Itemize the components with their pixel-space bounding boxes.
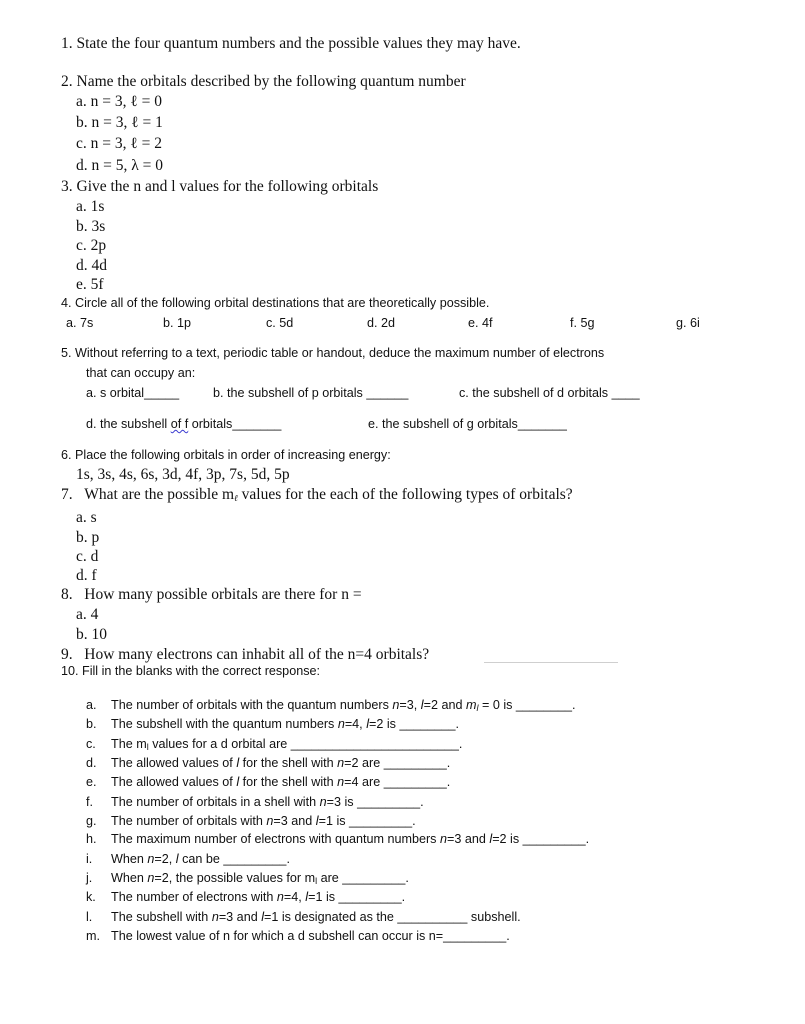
q10-letter-j: j. <box>86 871 93 885</box>
q10-item-l: The subshell with n=3 and l=1 is designated as the __________ subshell. <box>111 910 521 924</box>
q10-letter-i: i. <box>86 852 93 866</box>
q4-option-c: c. 5d <box>266 316 294 330</box>
q3-text: 3. Give the n and l values for the following orbitals <box>61 178 379 195</box>
q10-item-a: The number of orbitals with the quantum numbers n=3, l=2 and $m_l = 0$ is ________. <box>111 698 576 713</box>
q5-line1: 5. Without referring to a text, periodic table or handout, deduce the maximum number of electrons <box>61 346 605 360</box>
q2-item-b: b. n = 3, ℓ = 1 <box>76 114 163 131</box>
q2-item-a: a. n = 3, ℓ = 0 <box>76 93 163 110</box>
q5-line2: that can occupy an: <box>86 366 196 380</box>
q8-item-b: b. 10 <box>76 626 107 643</box>
q10-item-c: The $m_l$ values for a d orbital are ________________________. <box>111 737 463 752</box>
q2-item-c: c. n = 3, ℓ = 2 <box>76 135 163 152</box>
q5-part-e: e. the subshell of g orbitals_______ <box>368 417 567 431</box>
q7-item-a: a. s <box>76 509 97 526</box>
q10-letter-b: b. <box>86 717 97 731</box>
q6-list: 1s, 3s, 4s, 6s, 3d, 4f, 3p, 7s, 5d, 5p <box>76 466 290 483</box>
q5-part-a: a. s orbital_____ <box>86 386 180 400</box>
q4-text: 4. Circle all of the following orbital destinations that are theoretically possible. <box>61 296 490 310</box>
q10-item-b: The subshell with the quantum numbers n=4, l=2 is ________. <box>111 717 459 731</box>
q5-part-d: d. the subshell of f orbitals_______ <box>86 417 282 431</box>
q10-letter-l: l. <box>86 910 93 924</box>
q10-item-e: The allowed values of l for the shell with n=4 are _________. <box>111 775 451 789</box>
q10-letter-a: a. <box>86 698 97 712</box>
q10-item-j: When n=2, the possible values for $m_l$ are _________. <box>111 871 409 886</box>
q7-item-d: d. f <box>76 567 97 584</box>
q3-item-c: c. 2p <box>76 237 107 254</box>
q4-option-a: a. 7s <box>66 316 94 330</box>
q10-item-k: The number of electrons with n=4, l=1 is _________. <box>111 890 406 904</box>
q10-letter-h: h. <box>86 832 97 846</box>
q8-text: 8. How many possible orbitals are there for n = <box>61 586 362 603</box>
q4-option-d: d. 2d <box>367 316 396 330</box>
q10-letter-f: f. <box>86 795 93 809</box>
q7-item-b: b. p <box>76 529 100 546</box>
q4-option-b: b. 1p <box>163 316 192 330</box>
q10-item-f: The number of orbitals in a shell with n=3 is _________. <box>111 795 424 809</box>
q3-item-b: b. 3s <box>76 218 106 235</box>
q9-answer-line <box>484 662 618 663</box>
q5-part-c: c. the subshell of d orbitals ____ <box>459 386 640 400</box>
q10-letter-k: k. <box>86 890 96 904</box>
q2-text: 2. Name the orbitals described by the following quantum number <box>61 73 466 90</box>
q3-item-e: e. 5f <box>76 276 104 293</box>
q8-item-a: a. 4 <box>76 606 99 623</box>
q4-option-e: e. 4f <box>468 316 493 330</box>
q5-part-b: b. the subshell of p orbitals ______ <box>213 386 409 400</box>
q1-text: 1. State the four quantum numbers and the possible values they may have. <box>61 35 521 52</box>
q10-item-g: The number of orbitals with n=3 and l=1 is _________. <box>111 814 416 828</box>
q3-item-a: a. 1s <box>76 198 105 215</box>
q9-text: 9. How many electrons can inhabit all of the n=4 orbitals? <box>61 646 430 663</box>
q10-text: 10. Fill in the blanks with the correct response: <box>61 664 320 678</box>
q10-letter-m: m. <box>86 929 100 943</box>
q3-item-d: d. 4d <box>76 257 107 274</box>
q6-text: 6. Place the following orbitals in order of increasing energy: <box>61 448 391 462</box>
spellcheck-underline: of f <box>170 417 189 431</box>
q10-letter-d: d. <box>86 756 97 770</box>
q10-item-h: The maximum number of electrons with quantum numbers n=3 and l=2 is _________. <box>111 832 590 846</box>
q10-item-d: The allowed values of l for the shell with n=2 are _________. <box>111 756 451 770</box>
q7-item-c: c. d <box>76 548 99 565</box>
q10-item-m: The lowest value of n for which a d subshell can occur is n=_________. <box>111 929 510 943</box>
q10-letter-e: e. <box>86 775 97 789</box>
q10-letter-g: g. <box>86 814 97 828</box>
q7-text: 7. What are the possible $m_\ell$ values for the each of the following types of orbitals? <box>61 486 573 503</box>
q4-option-f: f. 5g <box>570 316 595 330</box>
q2-item-d: d. n = 5, λ = 0 <box>76 157 163 174</box>
q10-item-i: When n=2, l can be _________. <box>111 852 290 866</box>
q10-letter-c: c. <box>86 737 96 751</box>
q4-option-g: g. 6i <box>676 316 700 330</box>
